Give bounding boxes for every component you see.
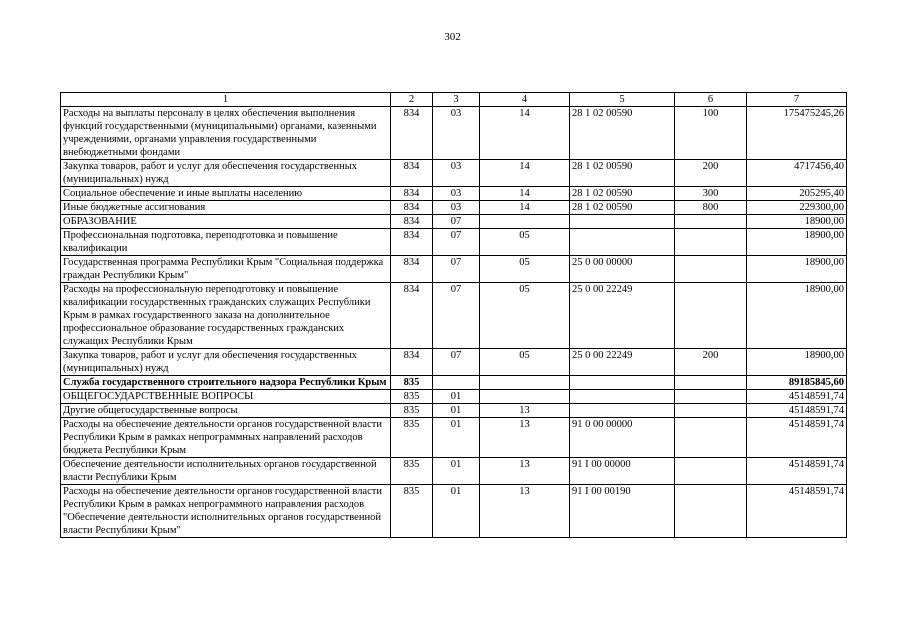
ministry-code-cell: 834 bbox=[391, 229, 433, 256]
target-article-code-cell bbox=[570, 229, 675, 256]
section-code-cell: 07 bbox=[433, 215, 480, 229]
expense-type-code-cell bbox=[675, 418, 747, 458]
table-row bbox=[61, 485, 847, 538]
amount-cell: 4717456,40 bbox=[747, 160, 847, 187]
target-article-code-cell: 25 0 00 22249 bbox=[570, 283, 675, 349]
table-row bbox=[61, 418, 847, 458]
target-article-code-cell: 25 0 00 00000 bbox=[570, 256, 675, 283]
amount-cell: 18900,00 bbox=[747, 229, 847, 256]
item-name-cell: Государственная программа Республики Крым "Социальная поддержка граждан Республики Крым" bbox=[61, 256, 391, 283]
amount-cell: 175475245,26 bbox=[747, 107, 847, 160]
table-header-row bbox=[61, 93, 847, 107]
expense-type-code-cell: 200 bbox=[675, 160, 747, 187]
subsection-code-cell: 13 bbox=[480, 485, 570, 538]
expense-type-code-cell bbox=[675, 390, 747, 404]
section-code-cell: 07 bbox=[433, 283, 480, 349]
ministry-code-cell: 835 bbox=[391, 376, 433, 390]
section-code-cell: 07 bbox=[433, 229, 480, 256]
amount-cell: 18900,00 bbox=[747, 283, 847, 349]
subsection-code-cell bbox=[480, 390, 570, 404]
item-name-cell: Расходы на обеспечение деятельности органов государственной власти Республики Крым в рамках непрограммного направления расходов "Обеспечение деятельности исполнительных органов государственной власти Республики Крым" bbox=[61, 485, 391, 538]
expense-type-code-cell bbox=[675, 229, 747, 256]
table-row bbox=[61, 107, 847, 160]
expense-type-code-cell bbox=[675, 376, 747, 390]
ministry-code-cell: 834 bbox=[391, 215, 433, 229]
target-article-code-cell: 91 I 00 00000 bbox=[570, 458, 675, 485]
amount-cell: 89185845,60 bbox=[747, 376, 847, 390]
item-name-cell: Расходы на профессиональную переподготовку и повышение квалификации государственных гражданских служащих Республики Крым в рамках государственного заказа на дополнительное профессиональное образование государственных гражданских служащих Республики Крым bbox=[61, 283, 391, 349]
table-body bbox=[61, 107, 847, 538]
ministry-code-cell: 834 bbox=[391, 201, 433, 215]
ministry-code-cell: 834 bbox=[391, 107, 433, 160]
section-code-cell: 07 bbox=[433, 256, 480, 283]
item-name-cell: Закупка товаров, работ и услуг для обеспечения государственных (муниципальных) нужд bbox=[61, 160, 391, 187]
subsection-code-cell: 13 bbox=[480, 418, 570, 458]
ministry-code-cell: 835 bbox=[391, 390, 433, 404]
header-col-1: 1 bbox=[61, 93, 391, 107]
subsection-code-cell: 13 bbox=[480, 458, 570, 485]
subsection-code-cell: 05 bbox=[480, 229, 570, 256]
page-number: 302 bbox=[444, 31, 461, 43]
table-row bbox=[61, 283, 847, 349]
item-name-cell: Другие общегосударственные вопросы bbox=[61, 404, 391, 418]
ministry-code-cell: 834 bbox=[391, 283, 433, 349]
item-name-cell: Социальное обеспечение и иные выплаты населению bbox=[61, 187, 391, 201]
ministry-code-cell: 835 bbox=[391, 458, 433, 485]
subsection-code-cell: 14 bbox=[480, 187, 570, 201]
amount-cell: 45148591,74 bbox=[747, 418, 847, 458]
header-col-5: 5 bbox=[570, 93, 675, 107]
header-col-7: 7 bbox=[747, 93, 847, 107]
item-name-cell: Иные бюджетные ассигнования bbox=[61, 201, 391, 215]
subsection-code-cell: 14 bbox=[480, 107, 570, 160]
item-name-cell: Расходы на обеспечение деятельности органов государственной власти Республики Крым в рамках непрограммных направлений расходов бюджета Республики Крым bbox=[61, 418, 391, 458]
subsection-code-cell: 14 bbox=[480, 160, 570, 187]
ministry-code-cell: 834 bbox=[391, 160, 433, 187]
item-name-cell: Служба государственного строительного надзора Республики Крым bbox=[61, 376, 391, 390]
header-col-6: 6 bbox=[675, 93, 747, 107]
amount-cell: 205295,40 bbox=[747, 187, 847, 201]
subsection-code-cell: 05 bbox=[480, 283, 570, 349]
target-article-code-cell: 91 0 00 00000 bbox=[570, 418, 675, 458]
table-row bbox=[61, 349, 847, 376]
subsection-code-cell bbox=[480, 215, 570, 229]
item-name-cell: Обеспечение деятельности исполнительных органов государственной власти Республики Крым bbox=[61, 458, 391, 485]
expense-type-code-cell bbox=[675, 283, 747, 349]
target-article-code-cell: 28 1 02 00590 bbox=[570, 187, 675, 201]
expense-type-code-cell bbox=[675, 215, 747, 229]
table-row bbox=[61, 458, 847, 485]
target-article-code-cell: 91 I 00 00190 bbox=[570, 485, 675, 538]
target-article-code-cell bbox=[570, 376, 675, 390]
target-article-code-cell bbox=[570, 404, 675, 418]
item-name-cell: Расходы на выплаты персоналу в целях обеспечения выполнения функций государственными (муниципальными) органами, казенными учреждениями, органами управления государственными внебюджетными фондами bbox=[61, 107, 391, 160]
item-name-cell: ОБРАЗОВАНИЕ bbox=[61, 215, 391, 229]
expense-type-code-cell: 200 bbox=[675, 349, 747, 376]
table-row bbox=[61, 215, 847, 229]
amount-cell: 18900,00 bbox=[747, 349, 847, 376]
budget-table bbox=[60, 92, 847, 538]
target-article-code-cell bbox=[570, 215, 675, 229]
item-name-cell: ОБЩЕГОСУДАРСТВЕННЫЕ ВОПРОСЫ bbox=[61, 390, 391, 404]
subsection-code-cell: 05 bbox=[480, 256, 570, 283]
ministry-code-cell: 835 bbox=[391, 485, 433, 538]
ministry-code-cell: 834 bbox=[391, 187, 433, 201]
expense-type-code-cell: 300 bbox=[675, 187, 747, 201]
section-code-cell: 03 bbox=[433, 107, 480, 160]
ministry-code-cell: 834 bbox=[391, 256, 433, 283]
expense-type-code-cell bbox=[675, 485, 747, 538]
section-code-cell: 01 bbox=[433, 458, 480, 485]
expense-type-code-cell: 800 bbox=[675, 201, 747, 215]
header-col-3: 3 bbox=[433, 93, 480, 107]
amount-cell: 18900,00 bbox=[747, 256, 847, 283]
section-code-cell: 01 bbox=[433, 404, 480, 418]
amount-cell: 18900,00 bbox=[747, 215, 847, 229]
header-col-2: 2 bbox=[391, 93, 433, 107]
table-row bbox=[61, 390, 847, 404]
ministry-code-cell: 835 bbox=[391, 404, 433, 418]
amount-cell: 229300,00 bbox=[747, 201, 847, 215]
subsection-code-cell: 13 bbox=[480, 404, 570, 418]
table-row bbox=[61, 376, 847, 390]
section-code-cell: 03 bbox=[433, 201, 480, 215]
subsection-code-cell: 05 bbox=[480, 349, 570, 376]
section-code-cell: 03 bbox=[433, 160, 480, 187]
section-code-cell bbox=[433, 376, 480, 390]
table-row bbox=[61, 201, 847, 215]
table-row bbox=[61, 404, 847, 418]
expense-type-code-cell bbox=[675, 256, 747, 283]
ministry-code-cell: 834 bbox=[391, 349, 433, 376]
expense-type-code-cell bbox=[675, 458, 747, 485]
expense-type-code-cell bbox=[675, 404, 747, 418]
target-article-code-cell: 28 1 02 00590 bbox=[570, 201, 675, 215]
expense-type-code-cell: 100 bbox=[675, 107, 747, 160]
target-article-code-cell: 25 0 00 22249 bbox=[570, 349, 675, 376]
section-code-cell: 07 bbox=[433, 349, 480, 376]
ministry-code-cell: 835 bbox=[391, 418, 433, 458]
section-code-cell: 03 bbox=[433, 187, 480, 201]
table-row bbox=[61, 160, 847, 187]
section-code-cell: 01 bbox=[433, 485, 480, 538]
item-name-cell: Закупка товаров, работ и услуг для обеспечения государственных (муниципальных) нужд bbox=[61, 349, 391, 376]
amount-cell: 45148591,74 bbox=[747, 390, 847, 404]
table-row bbox=[61, 229, 847, 256]
target-article-code-cell: 28 1 02 00590 bbox=[570, 160, 675, 187]
header-col-4: 4 bbox=[480, 93, 570, 107]
section-code-cell: 01 bbox=[433, 390, 480, 404]
amount-cell: 45148591,74 bbox=[747, 485, 847, 538]
table-row bbox=[61, 187, 847, 201]
subsection-code-cell: 14 bbox=[480, 201, 570, 215]
item-name-cell: Профессиональная подготовка, переподготовка и повышение квалификации bbox=[61, 229, 391, 256]
target-article-code-cell bbox=[570, 390, 675, 404]
amount-cell: 45148591,74 bbox=[747, 458, 847, 485]
table-row bbox=[61, 256, 847, 283]
section-code-cell: 01 bbox=[433, 418, 480, 458]
amount-cell: 45148591,74 bbox=[747, 404, 847, 418]
subsection-code-cell bbox=[480, 376, 570, 390]
target-article-code-cell: 28 1 02 00590 bbox=[570, 107, 675, 160]
